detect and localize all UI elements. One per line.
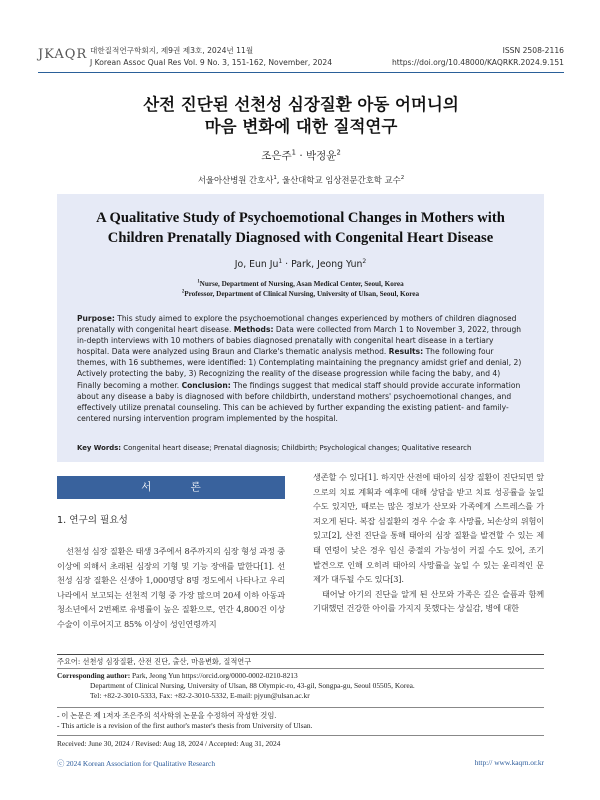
title-ko-line2: 마음 변화에 대한 질적연구 [204,117,398,136]
affil-en-1-sup: 1 [197,279,200,285]
journal-ids [392,45,564,69]
website-link[interactable]: http:// www.kaqrn.or.kr [474,758,544,767]
page-footer [57,758,544,769]
affil-ko-2-sup: 2 [400,175,405,182]
journal-logo: JKAQR [38,47,88,62]
body-right-column [313,470,544,616]
corr-contact: Tel: +82-2-3010-5333, Fax: +82-2-3010-5332, E-mail: pjyun@ulsan.ac.kr [90,690,310,700]
title-ko [38,94,564,138]
author-en-1: Jo, Eun Ju [234,259,279,270]
corr-label: Corresponding author: [57,671,131,680]
corr-name-line [57,671,544,681]
journal-header [38,44,564,70]
affil-ko-2: 울산대학교 임상전문간호학 교수 [282,175,401,185]
copyright: ⓒ 2024 Korean Association for Qualitative Research [57,759,216,768]
body-paragraph-1: 선천성 심장 질환은 태생 3주에서 8주까지의 심장 형성 과정 중 이상에 의해서 초래된 심장의 기형 및 기능 장애를 말한다[1]. 선천성 심장 질환은 신생아 1,000명당 8명 정도에서 나타나고 우리나라에서 보고되는 선천적 기형 중 가장 많으며 20세 이하 아동과 청소년에서 2번째로 유병률이 높은 질환으로, 연간 4,800건 이상 수술이 이루어지고 85% 이상이 성인연령까지 [57,546,285,629]
author-en-1-sup: 1 [278,257,283,265]
abstract-purpose-label: Purpose: [77,314,115,323]
affil-en-1-text: Nurse, Department of Nursing, Asan Medical Center, Seoul, Korea [199,280,404,288]
affil-en-2-sup: 2 [181,289,185,295]
affil-sep: , [276,175,283,185]
footnote-divider-2 [57,668,544,669]
article-dates: Received: June 30, 2024 / Revised: Aug 18, 2024 / Accepted: Aug 31, 2024 [57,739,281,748]
author-sep: · [295,150,306,162]
authors-en [57,259,544,270]
keywords-label: Key Words: [77,444,122,452]
body-paragraph-3: 태어날 아기의 진단을 알게 된 산모와 가족은 깊은 슬픔과 함께 기대했던 건강한 아이를 가지지 못했다는 상실감, 병에 대한 [313,588,544,614]
note-en: - This article is a revision of the first author's master's thesis from University of Ulsan. [57,721,313,731]
note-ko: - 이 논문은 제 1저자 조은주의 석사학위 논문을 수정하여 작성한 것임. [57,711,277,720]
author-ko-2-sup: 2 [336,148,341,157]
affiliations-ko [38,174,564,186]
corresponding-author [57,671,544,700]
affil-en-2-text: Professor, Department of Clinical Nursing, University of Ulsan, Seoul, Korea [184,290,420,298]
affiliations-en [57,279,544,299]
affil-en-1 [57,279,544,289]
author-en-sep: · [282,259,292,270]
author-ko-2: 박정윤 [306,150,337,162]
title-en-line1: A Qualitative Study of Psychoemotional Changes in Mothers with [96,210,505,226]
journal-citation [90,45,332,69]
footnote-divider-4 [57,735,544,736]
title-en-line2: Children Prenatally Diagnosed with Congenital Heart Disease [107,230,494,246]
corr-address: Department of Clinical Nursing, University of Ulsan, 88 Olympic-ro, 43-gil, Songpa-gu, Seoul 05505, Korea. [90,680,415,690]
abstract-methods: Data were collected from March 1 to November 3, 2022, through in-depth interviews with 10 mothers of babies diagnosed prenatally with congenital heart disease in a tertiary hospital. Data were analyzed using Braun and Clarke's thematic analysis method. [77,325,522,357]
title-en [57,208,544,248]
footnote-divider-3 [57,707,544,708]
section-heading-introduction: 서 론 [57,476,285,499]
author-ko-1-sup: 1 [291,148,296,157]
corr-name: Park, Jeong Yun https://orcid.org/0000-0002-0210-8213 [130,671,298,680]
affil-ko-1: 서울아산병원 간호사 [197,175,274,185]
issn: ISSN 2508-2116 [502,46,564,55]
journal-citation-en: J Korean Assoc Qual Res Vol. 9 No. 3, 151-162, November, 2024 [90,58,333,67]
body-paragraph-2: 생존할 수 있다[1]. 하지만 산전에 태아의 심장 질환이 진단되면 앞으로의 치료 계획과 예후에 대해 상담을 받고 치료 성공률을 높일 수도 있지만, 때로는 많은 정보가 산모와 가족에게 스트레스를 가져오게 된다. 복잡 심질환의 경우 수술 후 사망률, 뇌손상의 위험이 있고[2], 산전 진단을 통해 태아의 심장 질환을 발견할 수 있는 제태 연령이 낮은 경우 임신 중절의 가능성이 커질 수도 있어, 조기 발견으로 인해 오히려 태아의 사망률을 높일 수 있는 윤리적인 문제가 대두될 수도 있다[3]. [313,472,544,585]
thesis-notes [57,711,544,731]
subsection-heading: 1. 연구의 필요성 [57,515,128,526]
author-en-2: Park, Jeong Yun [291,259,363,270]
abstract-conclusion: The findings suggest that medical staff should provide accurate information about any disease a baby is diagnosed with before childbirth, understand mothers' psychoemotional changes, and effectively utilize prenatal counseling. This can be achieved by further expanding the existing patient- and family-centered nursing intervention program implemented by the hospital. [77,380,521,423]
abstract-text [77,313,525,424]
author-ko-1: 조은주 [261,150,292,162]
abstract-results: The following four themes, with 16 subthemes, were identified: 1) Contemplating maintaining the pregnancy amidst grief and denial, 2) Actively protecting the baby, 3) Recognizing the reality of the disease progression while facing the baby, and 4) Finally becoming a mother. [77,347,522,390]
doi-link[interactable]: https://doi.org/10.48000/KAQRKR.2024.9.151 [391,58,564,67]
keywords-text: Congenital heart disease; Prenatal diagnosis; Childbirth; Psychological changes; Qualitative research [121,444,472,452]
abstract-methods-label: Methods: [233,325,274,335]
abstract-purpose: This study aimed to explore the psychoemotional changes experienced by mothers of children diagnosed prenatally with congenital heart disease. [77,314,517,335]
title-ko-line1: 산전 진단된 선천성 심장질환 아동 어머니의 [143,95,459,114]
affil-ko-1-sup: 1 [273,175,277,182]
footnote-divider [57,654,544,655]
abstract-results-label: Results: [388,347,424,357]
body-left-column [57,476,285,632]
keywords [77,444,525,452]
abstract-conclusion-label: Conclusion: [181,380,231,390]
affil-en-2 [57,289,544,299]
keywords-ko: 주요어: 선천성 심장질환, 산전 진단, 출산, 마음변화, 질적연구 [57,657,252,666]
journal-citation-ko: 대한질적연구학회지, 제9권 제3호, 2024년 11월 [90,46,254,55]
abstract-box [57,194,544,462]
author-en-2-sup: 2 [362,257,367,265]
authors-ko [38,148,564,163]
header-divider [38,72,564,73]
